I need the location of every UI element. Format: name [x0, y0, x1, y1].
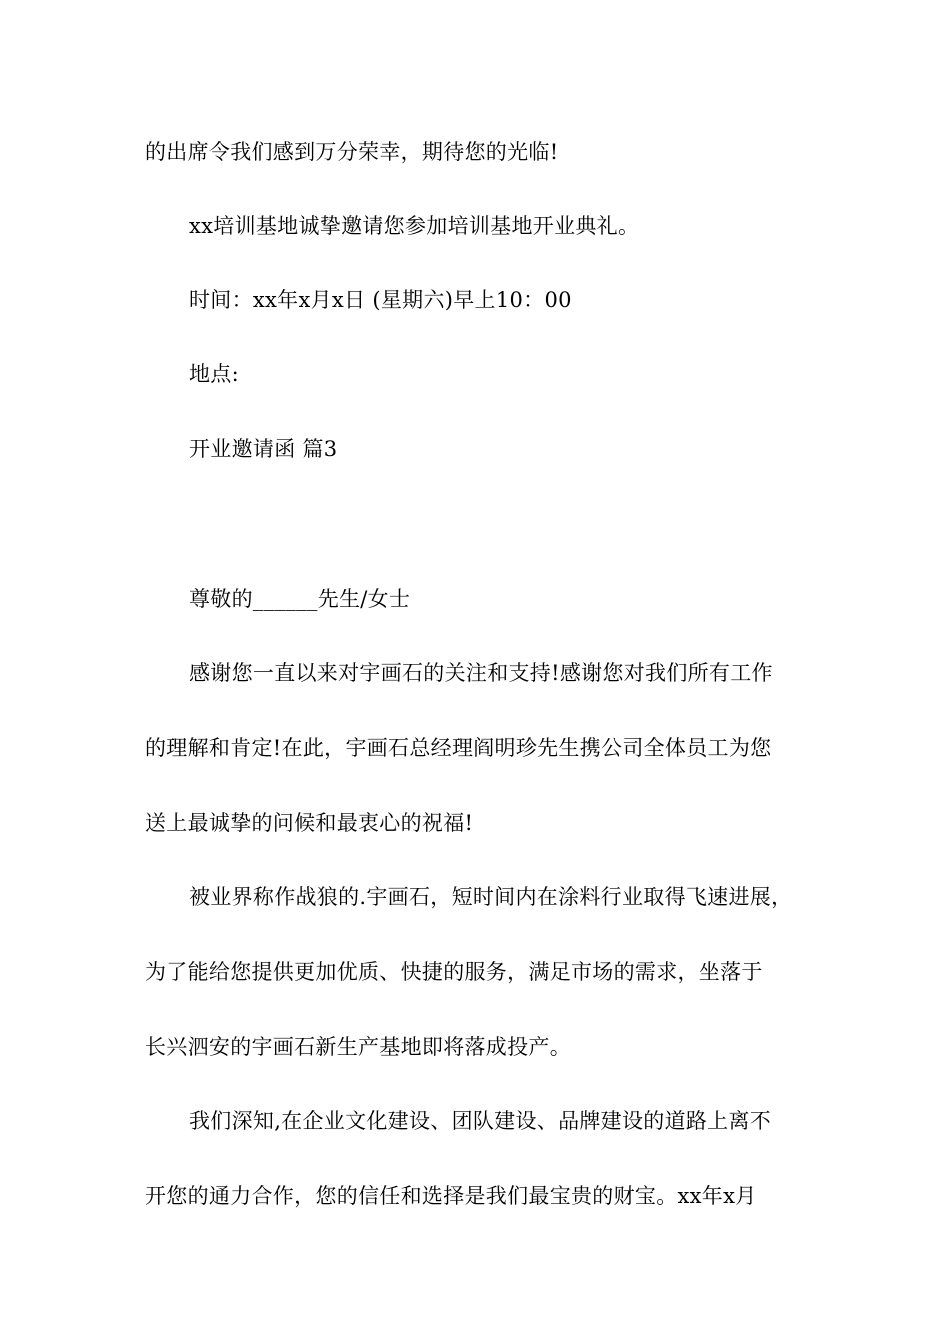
text-line-invitation: xx培训基地诚挚邀请您参加培训基地开业典礼。 [189, 214, 640, 238]
paragraph-2-line-3: 长兴泗安的宇画石新生产基地即将落成投产。 [145, 1035, 571, 1059]
text-line-salutation: 尊敬的______先生/女士 [189, 587, 411, 611]
text-line-time: 时间：xx年x月x日 (星期六)早上10：00 [189, 288, 572, 312]
text-line-closing: 的出席令我们感到万分荣幸，期待您的光临! [145, 140, 559, 164]
paragraph-3-line-1: 我们深知,在企业文化建设、团队建设、品牌建设的道路上离不 [189, 1109, 772, 1133]
paragraph-2-line-2: 为了能给您提供更加优质、快捷的服务，满足市场的需求，坐落于 [145, 960, 763, 984]
paragraph-1-line-1: 感谢您一直以来对宇画石的关注和支持!感谢您对我们所有工作 [189, 661, 773, 685]
paragraph-2-line-1: 被业界称作战狼的.宇画石，短时间内在涂料行业取得飞速进展， [189, 885, 793, 909]
section-heading: 开业邀请函 篇3 [189, 437, 338, 461]
paragraph-1-line-3: 送上最诚挚的问候和最衷心的祝福! [145, 811, 474, 835]
paragraph-3-line-2: 开您的通力合作，您的信任和选择是我们最宝贵的财宝。xx年x月 [145, 1184, 757, 1208]
paragraph-1-line-2: 的理解和肯定!在此，宇画石总经理阎明珍先生携公司全体员工为您 [145, 736, 772, 760]
text-line-location: 地点: [189, 362, 239, 386]
